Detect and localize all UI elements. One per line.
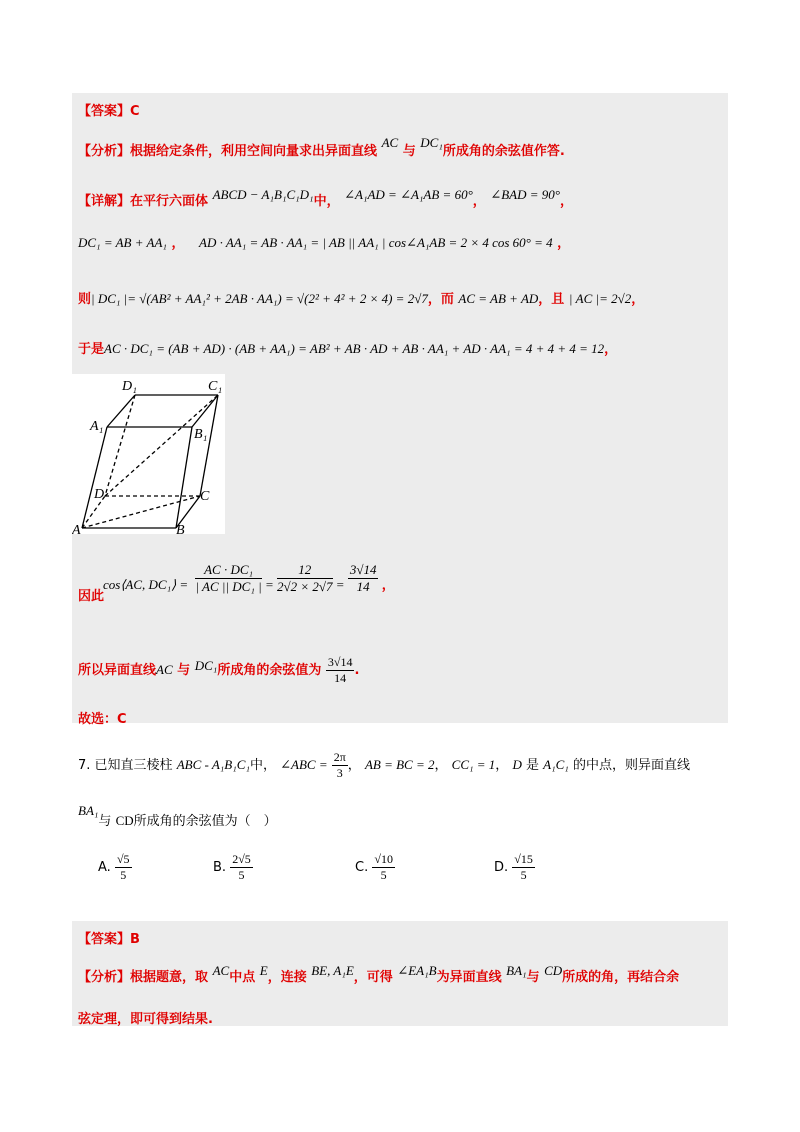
conclusion-end: . bbox=[354, 663, 360, 678]
detail-angle1: ∠A₁AD = ∠A₁AB = 60° bbox=[344, 187, 473, 202]
final-line bbox=[78, 708, 724, 727]
qie-text: ，且 bbox=[538, 292, 565, 307]
q7-text-d: 与 bbox=[98, 814, 112, 829]
q7-d: D bbox=[512, 757, 522, 772]
option-a-den: 5 bbox=[120, 868, 127, 882]
analysis2-text-d: ，可得 bbox=[353, 970, 393, 985]
option-b-den: 5 bbox=[238, 868, 245, 882]
analysis2-label: 【分析】 bbox=[78, 970, 131, 985]
label-c1: C₁ bbox=[208, 379, 223, 394]
analysis-line bbox=[78, 135, 724, 159]
label-b: B bbox=[176, 523, 185, 534]
analysis-dc1: DC₁ bbox=[420, 135, 443, 150]
analysis-ac: AC bbox=[381, 135, 399, 150]
label-a: A bbox=[72, 523, 81, 534]
analysis-label: 【分析】 bbox=[78, 144, 131, 159]
answer2-text: 【答案】B bbox=[78, 932, 140, 947]
q7-number: 7. bbox=[78, 758, 91, 773]
conclusion-yu: 与 bbox=[177, 663, 191, 678]
q7-text-c: 的中点，则异面直线 bbox=[572, 758, 690, 773]
option-b[interactable] bbox=[213, 852, 253, 883]
option-a[interactable] bbox=[98, 852, 132, 883]
detail-text-a: 在平行六面体 bbox=[130, 194, 209, 209]
analysis2-ac: AC bbox=[212, 963, 230, 978]
option-a-num: √5 bbox=[116, 852, 130, 866]
option-c-num: √10 bbox=[374, 852, 393, 866]
analysis2-e: E bbox=[259, 963, 268, 978]
analysis-text-a: 根据给定条件，利用空间向量求出异面直线 bbox=[130, 144, 378, 159]
conclusion-b: 所成角的余弦值为 bbox=[217, 663, 322, 678]
q7-comma1: ， bbox=[347, 758, 361, 773]
final-text: 故选：C bbox=[78, 712, 127, 727]
label-a1: A₁ bbox=[90, 419, 104, 434]
analysis2-line bbox=[78, 963, 724, 985]
conclusion-den: 14 bbox=[334, 671, 347, 685]
option-c[interactable] bbox=[355, 852, 395, 883]
analysis-yu: 与 bbox=[402, 144, 416, 159]
q7-angle-num: 2π bbox=[333, 750, 346, 764]
option-c-den: 5 bbox=[380, 868, 387, 882]
eq1: DC₁ = AB + AA₁ bbox=[78, 235, 167, 250]
analysis2-text-h: 弦定理，即可得到结果. bbox=[78, 1012, 213, 1027]
conclusion-dc1: DC₁ bbox=[194, 658, 218, 673]
conclusion-num: 3√14 bbox=[327, 655, 353, 669]
cos-frac1-den: | AC || DC₁ | bbox=[195, 579, 262, 594]
conclusion-a: 所以异面直线 bbox=[78, 663, 157, 678]
detail-solid: ABCD − A₁B₁C₁D₁ bbox=[212, 187, 314, 202]
eq4: AC = AB + AD bbox=[458, 291, 539, 306]
q7-angle: ∠ABC = bbox=[280, 757, 328, 772]
analysis2-line2 bbox=[78, 1008, 724, 1027]
eq5: | AC |= 2√2 bbox=[568, 291, 632, 306]
answer2-line bbox=[78, 928, 724, 947]
analysis2-text-e: 为异面直线 bbox=[436, 970, 502, 985]
q7-angle-den: 3 bbox=[336, 766, 343, 780]
cos-frac1-num: AC · DC₁ bbox=[195, 562, 261, 579]
q7-zhong: 中， bbox=[249, 758, 276, 773]
option-b-num: 2√5 bbox=[232, 852, 251, 866]
cos-left: cos⟨AC, DC₁⟩ = bbox=[103, 577, 189, 592]
ze-text: 则 bbox=[78, 292, 92, 307]
analysis2-be: BE, A₁E bbox=[311, 963, 354, 978]
yinci-text: 因此 bbox=[78, 589, 105, 604]
label-d1: D₁ bbox=[122, 379, 137, 394]
option-d-num: √15 bbox=[514, 852, 533, 866]
analysis2-angle: ∠EA₁B bbox=[397, 963, 437, 978]
cos-formula: cos⟨AC, DC₁⟩ = $\frac{\text{AC · DC₁}}{\text{| AC || DC₁ |}}$ = $\frac{12}{2√2 \times 2√7}$ = $\frac{3√14}{14}$ ， bbox=[103, 562, 395, 594]
conclusion-ac: AC bbox=[156, 662, 173, 677]
q7-text-a: 已知直三棱柱 bbox=[94, 758, 173, 773]
option-d-label: D. bbox=[494, 860, 509, 875]
detail-zhong: 中， bbox=[313, 194, 340, 209]
analysis2-text-b: 中点 bbox=[229, 970, 256, 985]
analysis2-ba1: BA₁ bbox=[506, 963, 527, 978]
q7-lengths: AB = BC = 2 bbox=[364, 757, 435, 772]
q7-comma2: ， bbox=[434, 758, 448, 773]
analysis-text-b: 所成角的余弦值作答. bbox=[442, 144, 565, 159]
analysis2-text-f: 与 bbox=[526, 970, 540, 985]
option-d-den: 5 bbox=[520, 868, 527, 882]
label-d: D bbox=[94, 487, 105, 502]
er-text: ，而 bbox=[427, 292, 454, 307]
q7-text-e: 所成角的余弦值为（ ） bbox=[133, 814, 277, 829]
question7-line2 bbox=[78, 803, 277, 829]
cos-frac3-den: 14 bbox=[356, 579, 370, 594]
eq-line-1: DC₁ = AB + AA₁ ， AD · AA₁ = AB · AA₁ = | AB || AA₁ | cos∠A₁AB = 2 × 4 cos 60° = 4 ， bbox=[78, 235, 571, 251]
eq6: AC · DC₁ = (AB + AD) · (AB + AA₁) = AB² + AB · AD + AB · AA₁ + AD · AA₁ = 4 + 4 + 4 = 12 bbox=[104, 341, 605, 356]
eq-line-2: 则| DC₁ |= √(AB² + AA₁² + 2AB · AA₁) = √(2² + 4² + 2 × 4) = 2√7，而 AC = AB + AD，且 | AC |= 2√2， bbox=[78, 291, 645, 307]
q7-a1c1: A₁C₁ bbox=[543, 757, 569, 772]
q7-comma3: ， bbox=[495, 758, 509, 773]
eq3: | DC₁ |= √(AB² + AA₁² + 2AB · AA₁) = √(2² + 4² + 2 × 4) = 2√7 bbox=[91, 291, 428, 306]
q7-text-b: 是 bbox=[525, 758, 539, 773]
option-a-label: A. bbox=[98, 860, 111, 875]
analysis2-text-g: 所成的角，再结合余 bbox=[562, 970, 680, 985]
eq2: AD · AA₁ = AB · AA₁ = | AB || AA₁ | cos∠A₁AB = 2 × 4 cos 60° = 4 bbox=[199, 235, 553, 250]
q7-prism: ABC - A₁B₁C₁ bbox=[176, 757, 250, 772]
cos-frac3-num: 3√14 bbox=[349, 562, 377, 577]
cos-frac2-num: 12 bbox=[277, 562, 333, 579]
analysis2-cd: CD bbox=[544, 963, 563, 978]
q7-ba1: BA₁ bbox=[78, 803, 99, 818]
detail-label: 【详解】 bbox=[78, 194, 131, 209]
label-b1: B₁ bbox=[194, 427, 208, 442]
analysis2-text-c: ，连接 bbox=[267, 970, 307, 985]
question7-line1 bbox=[78, 750, 690, 781]
answer-line bbox=[78, 100, 724, 119]
yushi-text: 于是 bbox=[78, 342, 105, 357]
analysis2-text-a: 根据题意，取 bbox=[130, 970, 209, 985]
cos-frac2-den: 2√2 × 2√7 bbox=[276, 579, 333, 594]
detail-angle2: ∠BAD = 90° bbox=[490, 187, 560, 202]
parallelepiped-figure bbox=[72, 374, 225, 534]
option-b-label: B. bbox=[213, 860, 227, 875]
parallelepiped-svg bbox=[72, 374, 225, 534]
label-c: C bbox=[200, 489, 210, 504]
option-c-label: C. bbox=[355, 860, 369, 875]
detail-comma2: ， bbox=[559, 194, 573, 209]
q7-cc1: CC₁ = 1 bbox=[451, 757, 496, 772]
conclusion-line bbox=[78, 655, 724, 686]
detail-comma: ， bbox=[472, 194, 486, 209]
eq-line-3: 于是AC · DC₁ = (AB + AD) · (AB + AA₁) = AB² + AB · AD + AB · AA₁ + AD · AA₁ = 4 + 4 + 4 = 12， bbox=[78, 341, 618, 357]
detail-line bbox=[78, 187, 724, 209]
option-d[interactable] bbox=[494, 852, 535, 883]
answer-text: 【答案】C bbox=[78, 104, 140, 119]
q7-cd: CD bbox=[115, 813, 134, 828]
